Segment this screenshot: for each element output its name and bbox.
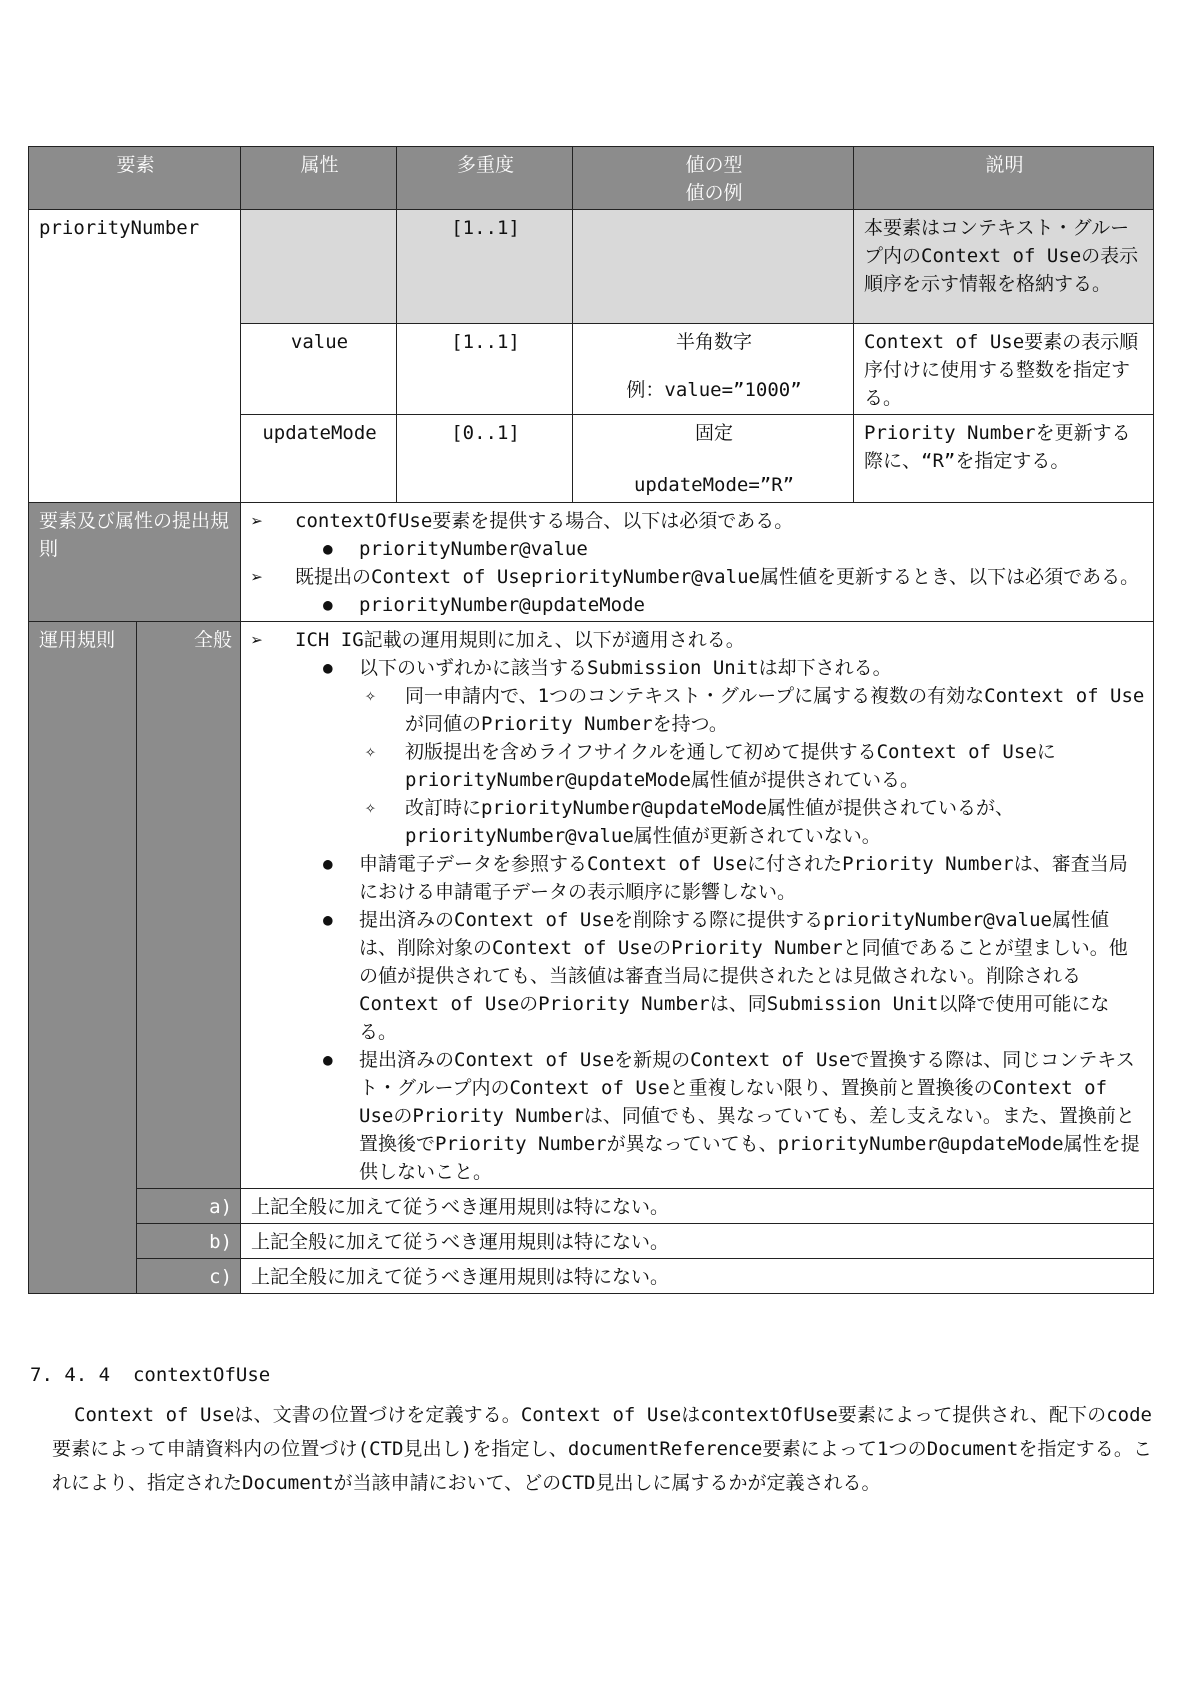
diamond-bullet-icon: ✧ [365, 797, 376, 818]
value-type-cell [573, 415, 854, 503]
list-item: ➢ contextOfUse要素を提供する場合、以下は必須である。 ● priorityNumber@value [251, 507, 1145, 563]
sub-rule-label: c) [137, 1259, 241, 1294]
sub-rule-row [29, 1189, 1154, 1224]
attribute-cell: updateMode [241, 415, 397, 503]
description-cell: 本要素はコンテキスト・グループ内のContext of Useの表示順序を示す情報を格納する。 [854, 210, 1154, 324]
list-item: ● priorityNumber@value [295, 535, 1145, 563]
header-value-type [573, 147, 854, 210]
operation-rules-row [29, 622, 1154, 1189]
list-item: ● 提出済みのContext of Useを削除する際に提供するpriorityNumber@value属性値は、削除対象のContext of UseのPriority Numberと同値であることが望ましい。他の値が提供されても、当該値は審査当局に提供されたとは見做されない。削除されるContext of UseのPriority Numberは、同Submission Unit以降で使用可能になる。 [295, 906, 1145, 1046]
value-type: 固定 [695, 422, 734, 444]
submission-rules-label: 要素及び属性の提出規則 [29, 503, 241, 622]
header-value-type-line2: 値の例 [685, 182, 743, 204]
attribute-cell [241, 210, 397, 324]
list-item: ● priorityNumber@updateMode [295, 591, 1145, 619]
general-label: 全般 [137, 622, 241, 1189]
header-multiplicity: 多重度 [397, 147, 573, 210]
dot-bullet-icon: ● [323, 539, 333, 558]
sub-rule-text: 上記全般に加えて従うべき運用規則は特にない。 [241, 1189, 1154, 1224]
spec-table [28, 146, 1154, 1294]
description-cell: Context of Use要素の表示順序付けに使用する整数を指定する。 [854, 324, 1154, 415]
element-name-cell: priorityNumber [29, 210, 241, 503]
list-item: ✧ 初版提出を含めライフサイクルを通して初めて提供するContext of UseにpriorityNumber@updateMode属性値が提供されている。 [295, 738, 1145, 794]
list-item: ● 申請電子データを参照するContext of Useに付されたPriority Numberは、審査当局における申請電子データの表示順序に影響しない。 [295, 850, 1145, 906]
dot-bullet-icon: ● [323, 658, 333, 677]
list-item: ● 以下のいずれかに該当するSubmission Unitは却下される。 [295, 654, 1145, 682]
sub-rule-row [29, 1224, 1154, 1259]
arrow-bullet-icon: ➢ [251, 628, 264, 652]
value-type-cell [573, 210, 854, 324]
list-item: ✧ 改訂時にpriorityNumber@updateMode属性値が提供されているが、priorityNumber@value属性値が更新されていない。 [295, 794, 1145, 850]
attribute-cell: value [241, 324, 397, 415]
submission-rules-row [29, 503, 1154, 622]
value-type: 半角数字 [676, 331, 753, 353]
sub-rule-row [29, 1259, 1154, 1294]
multiplicity-cell: [0..1] [397, 415, 573, 503]
sub-rule-text: 上記全般に加えて従うべき運用規則は特にない。 [241, 1259, 1154, 1294]
operation-rules-label: 運用規則 [29, 622, 137, 1294]
dot-bullet-icon: ● [323, 595, 333, 614]
value-example: 例：value=”1000” [626, 379, 802, 401]
header-value-type-line1: 値の型 [685, 154, 743, 176]
description-cell: Priority Numberを更新する際に、“R”を指定する。 [854, 415, 1154, 503]
value-type-cell [573, 324, 854, 415]
list-item: ● 提出済みのContext of Useを新規のContext of Useで置換する際は、同じコンテキスト・グループ内のContext of Useと重複しない限り、置換前と置換後のContext of UseのPriority Numberは、同値でも、異なっていても、差し支えない。また、置換前と置換後でPriority Numberが異なっていても、priorityNumber@updateMode属性を提供しないこと。 [295, 1046, 1145, 1186]
arrow-bullet-icon: ➢ [251, 565, 264, 589]
dot-bullet-icon: ● [323, 854, 333, 873]
section-title: contextOfUse [132, 1364, 271, 1386]
list-item: ➢ 既提出のContext of UsepriorityNumber@value属性値を更新するとき、以下は必須である。 ● priorityNumber@updateMode [251, 563, 1145, 619]
sub-rule-label: b) [137, 1224, 241, 1259]
sub-rule-label: a) [137, 1189, 241, 1224]
value-example: updateMode=”R” [633, 474, 795, 496]
section-paragraph: Context of Useは、文書の位置づけを定義する。Context of UseはcontextOfUse要素によって提供され、配下のcode要素によって申請資料内の位置づけ(CTD見出し)を指定し、documentReference要素によって1つのDocumentを指定する。これにより、指定されたDocumentが当該申請において、どのCTD見出しに属するかが定義される。 [52, 1404, 1152, 1494]
diamond-bullet-icon: ✧ [365, 685, 376, 706]
header-element: 要素 [29, 147, 241, 210]
sub-rule-text: 上記全般に加えて従うべき運用規則は特にない。 [241, 1224, 1154, 1259]
dot-bullet-icon: ● [323, 1050, 333, 1069]
section-number: 7. 4. 4 [30, 1364, 111, 1386]
dot-bullet-icon: ● [323, 910, 333, 929]
diamond-bullet-icon: ✧ [365, 741, 376, 762]
header-attribute: 属性 [241, 147, 397, 210]
multiplicity-cell: [1..1] [397, 324, 573, 415]
multiplicity-cell: [1..1] [397, 210, 573, 324]
header-description: 説明 [854, 147, 1154, 210]
operation-rules-general-content [241, 622, 1154, 1189]
submission-rules-content [241, 503, 1154, 622]
section-heading [30, 1364, 270, 1386]
list-item: ✧ 同一申請内で、1つのコンテキスト・グループに属する複数の有効なContext of Useが同値のPriority Numberを持つ。 [295, 682, 1145, 738]
table-row [29, 210, 1154, 324]
list-item: ➢ ICH IG記載の運用規則に加え、以下が適用される。 ● 以下のいずれかに該当するSubmission Unitは却下される。 ✧ 同一申請内で、1つのコンテキスト・グループに属する複数の有効なContext of Useが同値のPriority Numberを持つ。 ✧ 初版提出を含めライフサイクルを通して初めて提供するContext of UseにpriorityNumber@updateMode属性値が提供されている。 ✧ 改訂時にpriorityNumber@updateMode属性値が提供されているが、priorityNumber@value属性値が更新されていない。 ● 申請電子データを参照するContext of Useに付されたPriority Numberは、審査当局における申請電子データの表示順序に影響しない。 ● 提出済みのContext of Useを削除する際に提供するpriorityNumber@value属性値は、削除対象のContext of UseのPriority Numberと同値であることが望ましい。他の値が提供されても、当該値は審査当局に提供されたとは見做されない。削除されるContext of UseのPriority Numberは、同Submission Unit以降で使用可能になる。 ● 提出済みのContext of Useを新規のContext of Useで置換する際は、同じコンテキスト・グループ内のContext of Useと重複しない限り、置換前と置換後のContext of UseのPriority Numberは、同値でも、異なっていても、差し支えない。また、置換前と置換後でPriority Numberが異なっていても、priorityNumber@updateMode属性を提供しないこと。 [251, 626, 1145, 1186]
arrow-bullet-icon: ➢ [251, 509, 264, 533]
